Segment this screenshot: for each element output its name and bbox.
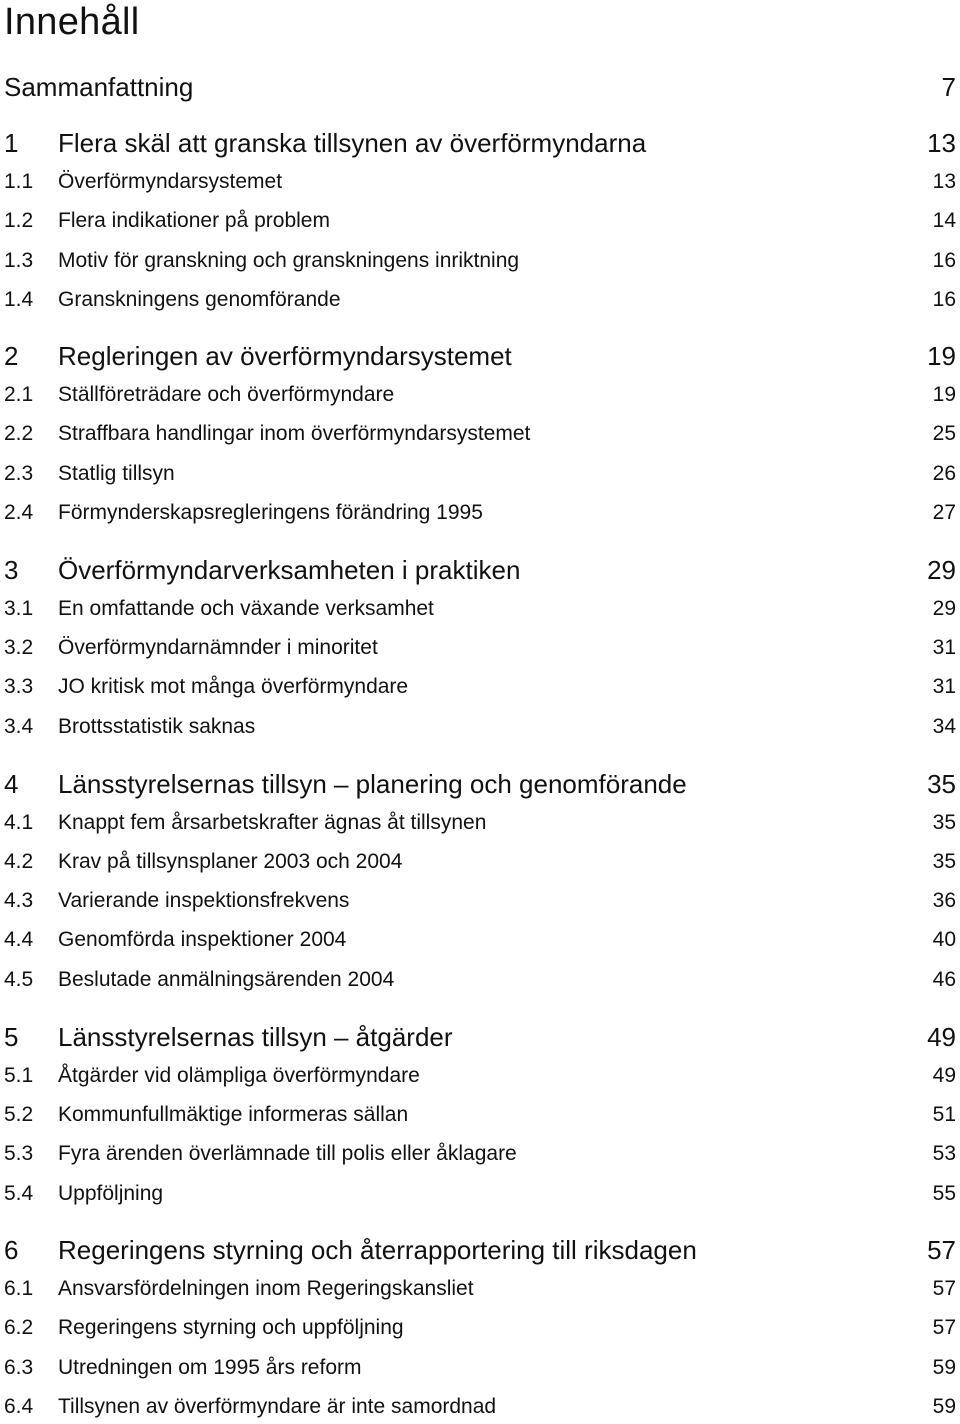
toc-entry-label: Beslutade anmälningsärenden 2004: [58, 968, 395, 991]
toc-entry-number: 2.4: [4, 501, 34, 524]
toc-entry-number: 1.4: [4, 288, 34, 311]
toc-entry-page-number: 26: [932, 462, 956, 485]
toc-entry-page-number: 13: [932, 170, 956, 193]
toc-entry-number: 5.1: [4, 1064, 34, 1087]
toc-entry-page-number: 57: [932, 1277, 956, 1300]
toc-entry-label: Straffbara handlingar inom överförmyndarsystemet: [58, 422, 531, 445]
toc-entry-label: Uppföljning: [58, 1182, 164, 1205]
toc-entry-number: 1: [4, 128, 19, 158]
toc-entry-label: Brottsstatistik saknas: [58, 715, 256, 738]
toc-entry-page-number: 29: [932, 597, 956, 620]
toc-entry-label: Ansvarsfördelningen inom Regeringskansliet: [58, 1277, 474, 1300]
toc-entry-number: 1.1: [4, 170, 34, 193]
toc-entry-page-number: 36: [932, 889, 956, 912]
toc-entry-page-number: 46: [932, 968, 956, 991]
toc-entry-label: Knappt fem årsarbetskrafter ägnas åt tillsynen: [58, 811, 487, 834]
toc-entry-label: JO kritisk mot många överförmyndare: [58, 675, 409, 698]
toc-entry-number: 1.2: [4, 209, 34, 232]
toc-entry-label: Sammanfattning: [4, 72, 194, 102]
toc-entry-label: Åtgärder vid olämpliga överförmyndare: [58, 1064, 420, 1087]
toc-entry-label: Länsstyrelsernas tillsyn – planering och genomförande: [58, 769, 687, 799]
toc-entry-number: 6.1: [4, 1277, 34, 1300]
toc-entry-page-number: 49: [927, 1022, 956, 1052]
toc-entry-page-number: 31: [932, 636, 956, 659]
toc-entry-label: Motiv för granskning och granskningens inriktning: [58, 249, 520, 272]
toc-entry-number: 5.2: [4, 1103, 34, 1126]
toc-entry-label: Förmynderskapsregleringens förändring 1995: [58, 501, 483, 524]
toc-entry-page-number: 51: [932, 1103, 956, 1126]
toc-entry-number: 5: [4, 1022, 19, 1052]
toc-entry-label: Överförmyndarsystemet: [58, 170, 283, 193]
toc-entry-label: Genomförda inspektioner 2004: [58, 928, 347, 951]
toc-entry-number: 6.4: [4, 1395, 34, 1418]
toc-entry-label: Regeringens styrning och återrapportering till riksdagen: [58, 1235, 697, 1265]
toc-entry-label: Kommunfullmäktige informeras sällan: [58, 1103, 409, 1126]
toc-entry-number: 4.1: [4, 811, 34, 834]
toc-entry-page-number: 59: [932, 1395, 956, 1418]
toc-entry-label: Länsstyrelsernas tillsyn – åtgärder: [58, 1022, 453, 1052]
toc-entry-page-number: 59: [932, 1356, 956, 1379]
toc-entry-page-number: 35: [932, 811, 956, 834]
toc-entry-page-number: 16: [932, 288, 956, 311]
toc-entry-page-number: 53: [932, 1142, 956, 1165]
toc-entry-number: 3.3: [4, 675, 34, 698]
toc-entry-label: Tillsynen av överförmyndare är inte samordnad: [58, 1395, 497, 1418]
toc-entry-label: Fyra ärenden överlämnade till polis eller åklagare: [58, 1142, 517, 1165]
toc-entry-label: Varierande inspektionsfrekvens: [58, 889, 350, 912]
toc-entry-number: 5.3: [4, 1142, 34, 1165]
toc-entry-page-number: 40: [932, 928, 956, 951]
toc-entry-label: Flera indikationer på problem: [58, 209, 330, 232]
toc-entry-page-number: 7: [941, 72, 956, 102]
toc-entry-label: Statlig tillsyn: [58, 462, 175, 485]
toc-entry-page-number: 49: [932, 1064, 956, 1087]
toc-entry-number: 4.2: [4, 850, 34, 873]
toc-entry-number: 3: [4, 555, 19, 585]
toc-entry-label: Granskningens genomförande: [58, 288, 341, 311]
toc-entry-number: 2.2: [4, 422, 34, 445]
toc-entry-number: 2.3: [4, 462, 34, 485]
toc-entry-number: 6.3: [4, 1356, 34, 1379]
toc-entry-label: Ställföreträdare och överförmyndare: [58, 383, 395, 406]
toc-entry-page-number: 31: [932, 675, 956, 698]
toc-entry-number: 4: [4, 769, 19, 799]
toc-entry-number: 5.4: [4, 1182, 34, 1205]
toc-entry-number: 2: [4, 341, 19, 371]
toc-entry-page-number: 13: [927, 128, 956, 158]
toc-entry-number: 4.5: [4, 968, 34, 991]
toc-entry-number: 6.2: [4, 1316, 34, 1339]
toc-entry-page-number: 19: [927, 341, 956, 371]
toc-entry-page-number: 57: [927, 1235, 956, 1265]
toc-entry-page-number: 27: [932, 501, 956, 524]
toc-entry-label: En omfattande och växande verksamhet: [58, 597, 434, 620]
toc-entry-label: Flera skäl att granska tillsynen av överförmyndarna: [58, 128, 647, 158]
toc-entry-label: Regeringens styrning och uppföljning: [58, 1316, 404, 1339]
page-title: Innehåll: [4, 1, 140, 43]
toc-entry-label: Överförmyndarverksamheten i praktiken: [58, 555, 521, 585]
toc-entry-label: Överförmyndarnämnder i minoritet: [58, 636, 378, 659]
toc-entry-number: 3.4: [4, 715, 34, 738]
toc-entry-page-number: 25: [932, 422, 956, 445]
toc-entry-number: 1.3: [4, 249, 34, 272]
toc-entry-page-number: 35: [927, 769, 956, 799]
toc-entry-page-number: 35: [932, 850, 956, 873]
toc-entry-page-number: 34: [932, 715, 956, 738]
toc-entry-number: 3.1: [4, 597, 34, 620]
toc-entry-page-number: 16: [932, 249, 956, 272]
toc-entry-page-number: 57: [932, 1316, 956, 1339]
toc-entry-label: Regleringen av överförmyndarsystemet: [58, 341, 512, 371]
toc-entry-label: Krav på tillsynsplaner 2003 och 2004: [58, 850, 403, 873]
toc-entry-page-number: 14: [932, 209, 956, 232]
toc-entry-page-number: 55: [932, 1182, 956, 1205]
toc-entry-number: 2.1: [4, 383, 34, 406]
toc-entry-number: 4.4: [4, 928, 34, 951]
toc-entry-label: Utredningen om 1995 års reform: [58, 1356, 362, 1379]
toc-entry-number: 4.3: [4, 889, 34, 912]
toc-entry-number: 3.2: [4, 636, 34, 659]
toc-entry-page-number: 19: [932, 383, 956, 406]
toc-entry-number: 6: [4, 1235, 19, 1265]
toc-entry-page-number: 29: [927, 555, 956, 585]
